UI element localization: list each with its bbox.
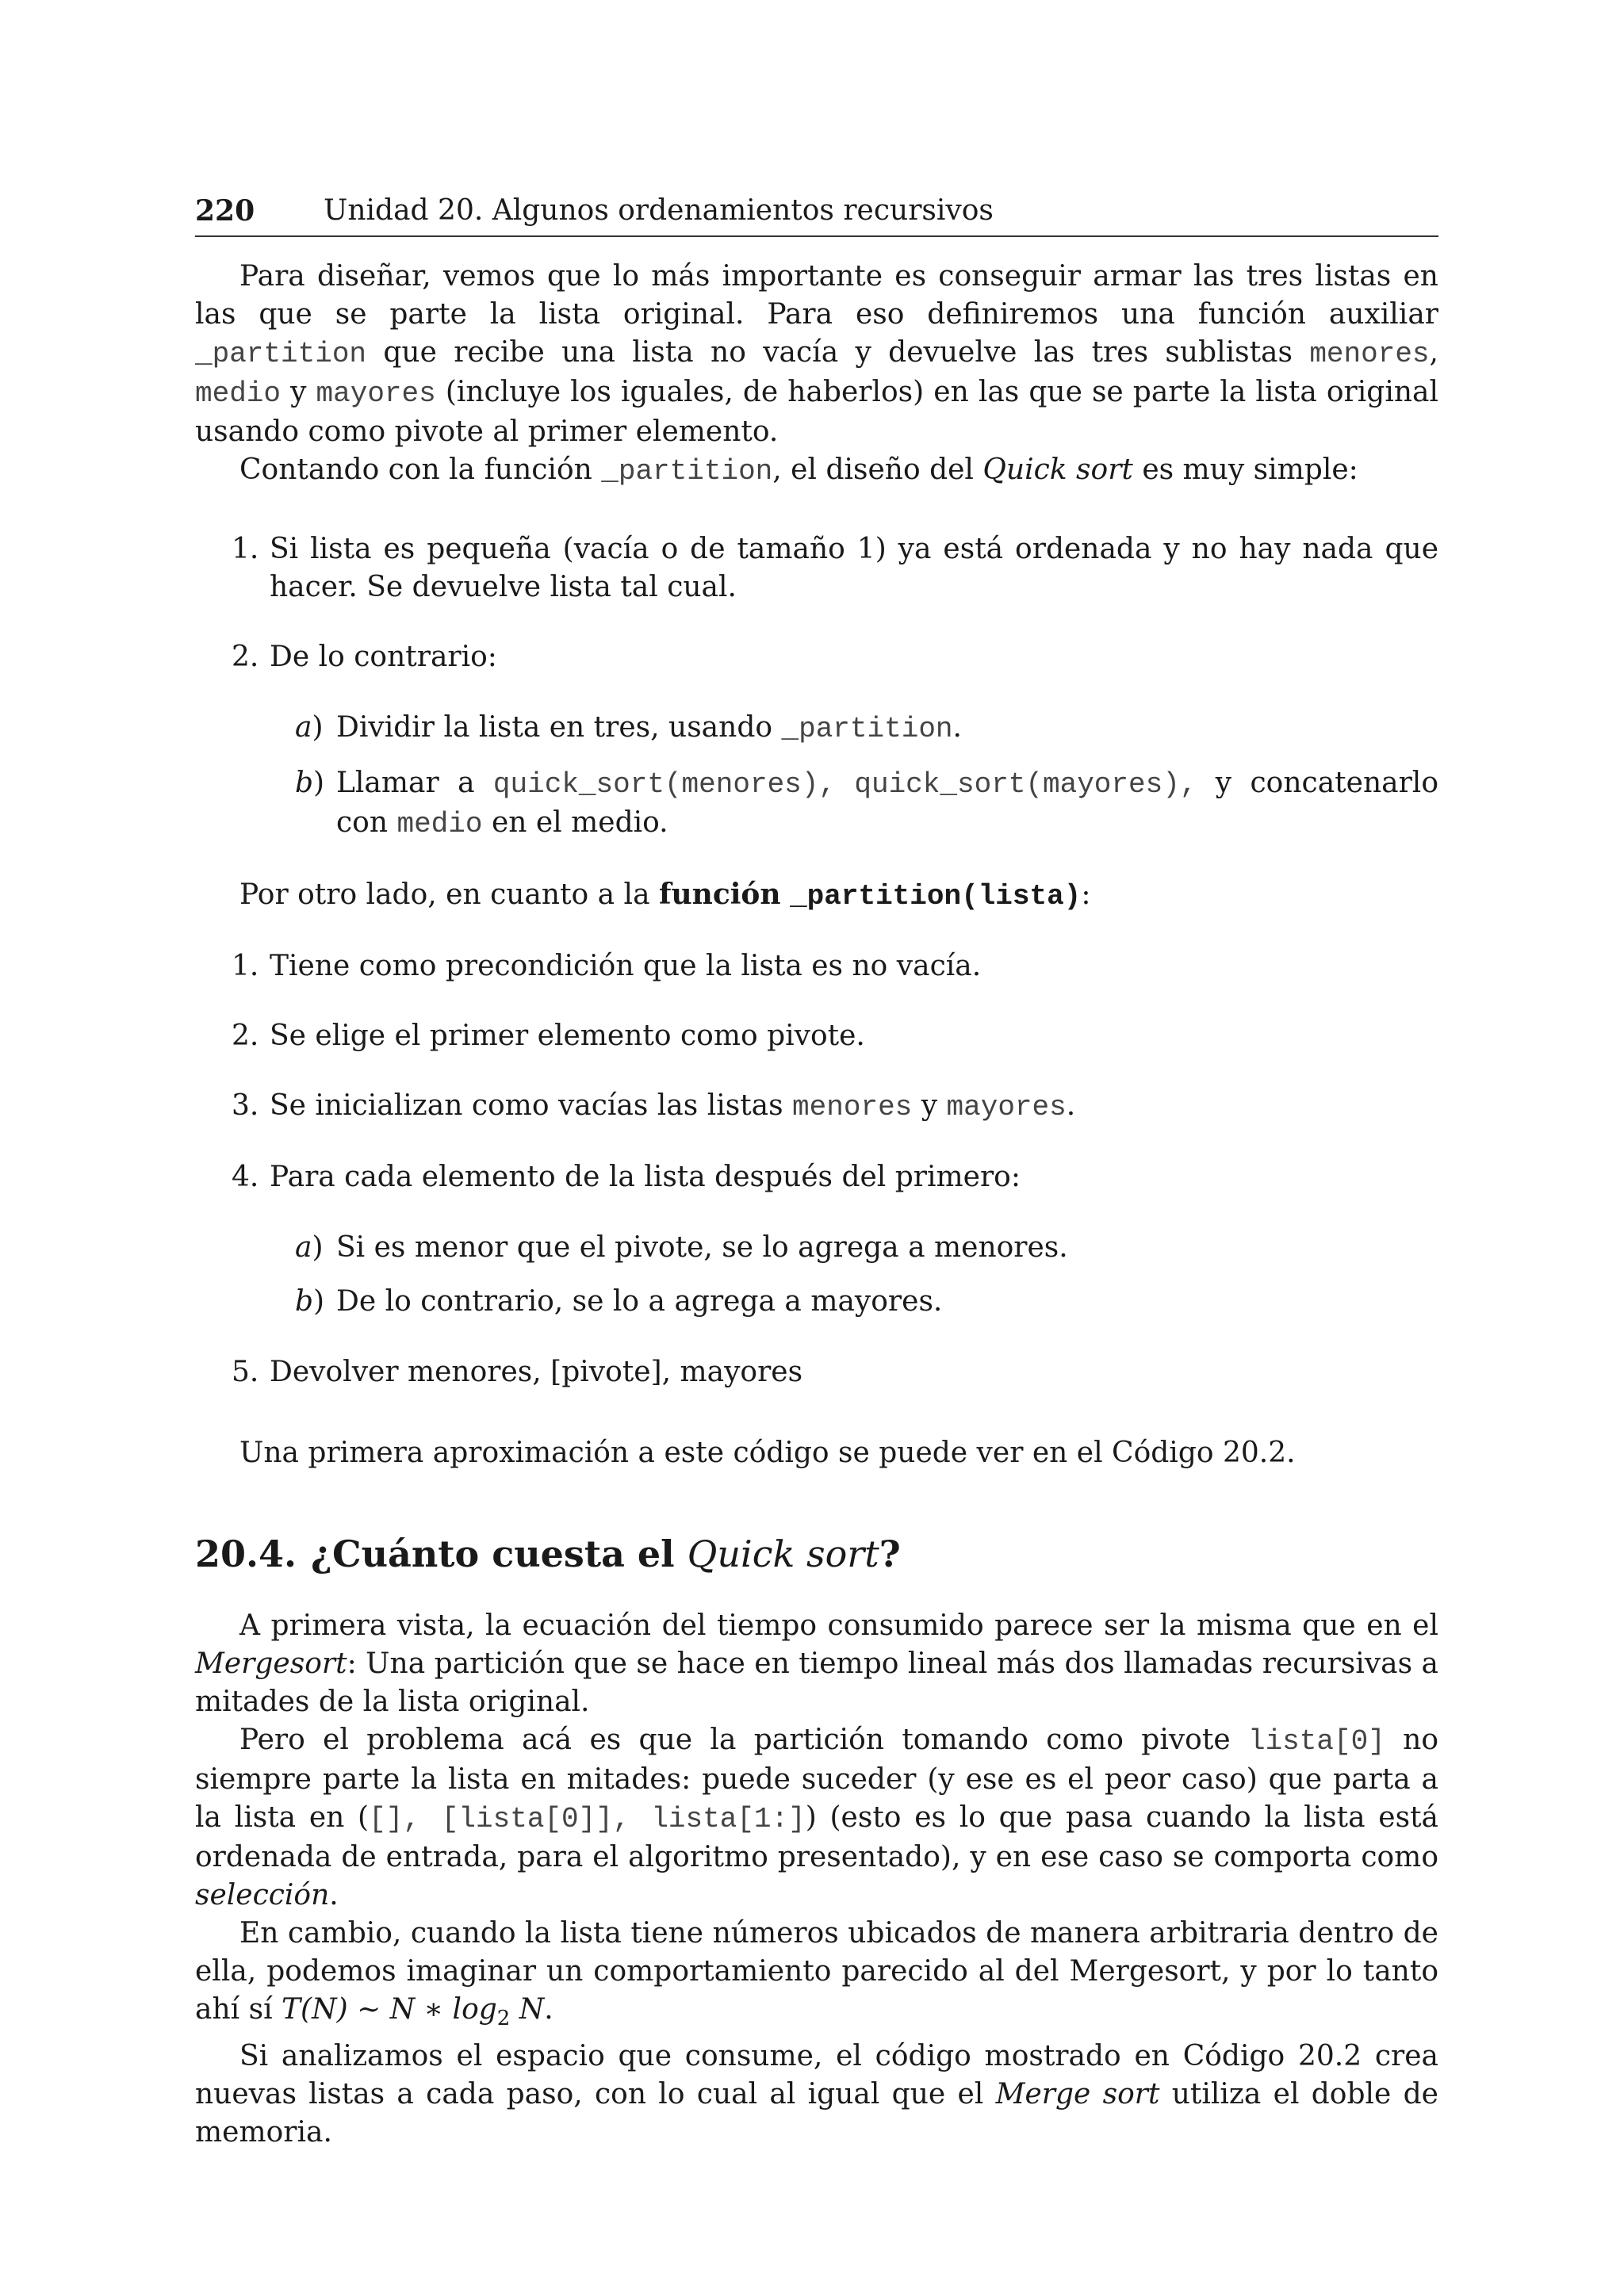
sub-list-item: b) Llamar a quick_sort(menores), quick_sort(mayores), y concatenarlo con medio en el medio. (295, 767, 1438, 840)
running-header (195, 194, 1438, 237)
paragraph-first-approximation: Una primera aproximación a este código se puede ver en el Código 20.2. (239, 1437, 1296, 1469)
sub-list-item: a) Si es menor que el pivote, se lo agrega a menores. (295, 1231, 1068, 1264)
paragraph-design: Para diseñar, vemos que lo más importante es conseguir armar las tres listas en las que se parte la lista original. Para eso definiremos una función auxiliar _partition que recibe una lista no vacía y devuelve las tres sublistas menores, medio y mayores (incluye los iguales, de haberlos) en las que se parte la lista original usando como pivote al primer elemento. (195, 260, 1438, 448)
paragraph-partition-intro: Por otro lado, en cuanto a la función _partition(lista): (239, 878, 1091, 913)
paragraph-first-sight: A primera vista, la ecuación del tiempo consumido parece ser la misma que en el Mergesort: Una partición que se hace en tiempo lineal más dos llamadas recursivas a mitades de la lista original. (195, 1609, 1438, 1718)
chapter-title: Unidad 20. Algunos ordenamientos recursivos (324, 194, 994, 227)
paragraph-space: Si analizamos el espacio que consume, el código mostrado en Código 20.2 crea nuevas listas a cada paso, con lo cual al igual que el Merge sort utiliza el doble de memoria. (195, 2040, 1438, 2149)
sub-list-item: a) Dividir la lista en tres, usando _partition. (295, 711, 962, 745)
paragraph-average-case: En cambio, cuando la lista tiene números ubicados de manera arbitraria dentro de ella, podemos imaginar un comportamiento parecido al del Mergesort, y por lo tanto ahí sí T(N) ∼ N ∗ $\log_2 N$. (195, 1917, 1438, 2031)
list-item: 2. De lo contrario: (232, 641, 497, 673)
page (195, 194, 1438, 2152)
list-item: 3. Se inicializan como vacías las listas menores y mayores. (232, 1089, 1076, 1123)
list-item: 1. Tiene como precondición que la lista es no vacía. (232, 950, 982, 982)
section-heading: 20.4. ¿Cuánto cuesta el Quick sort? (195, 1533, 901, 1575)
sub-list-item: b) De lo contrario, se lo a agrega a mayores. (295, 1285, 943, 1318)
partition-steps (195, 947, 1438, 1391)
list-item: 2. Se elige el primer elemento como pivote. (232, 1020, 865, 1052)
quick-sort-steps (195, 530, 1438, 844)
page-number: 220 (195, 194, 255, 228)
list-item: 5. Devolver menores, [pivote], mayores (232, 1356, 803, 1388)
paragraph-worst-case: Pero el problema acá es que la partición tomando como pivote lista[0] no siempre parte la lista en mitades: puede suceder (y ese es el peor caso) que parta a la lista en ([], [lista[0]], lista[1:]) (esto es lo que pasa cuando la lista está ordenada de entrada, para el algoritmo presentado), y en ese caso se comporta como selección. (195, 1724, 1439, 1911)
list-item: 1. Si lista es pequeña (vacía o de tamaño 1) ya está ordenada y no hay nada que hacer. Se devuelve lista tal cual. (232, 533, 1438, 603)
paragraph-with-partition: Contando con la función _partition, el diseño del Quick sort es muy simple: (239, 453, 1358, 488)
list-item: 4. Para cada elemento de la lista después del primero: (232, 1161, 1021, 1193)
